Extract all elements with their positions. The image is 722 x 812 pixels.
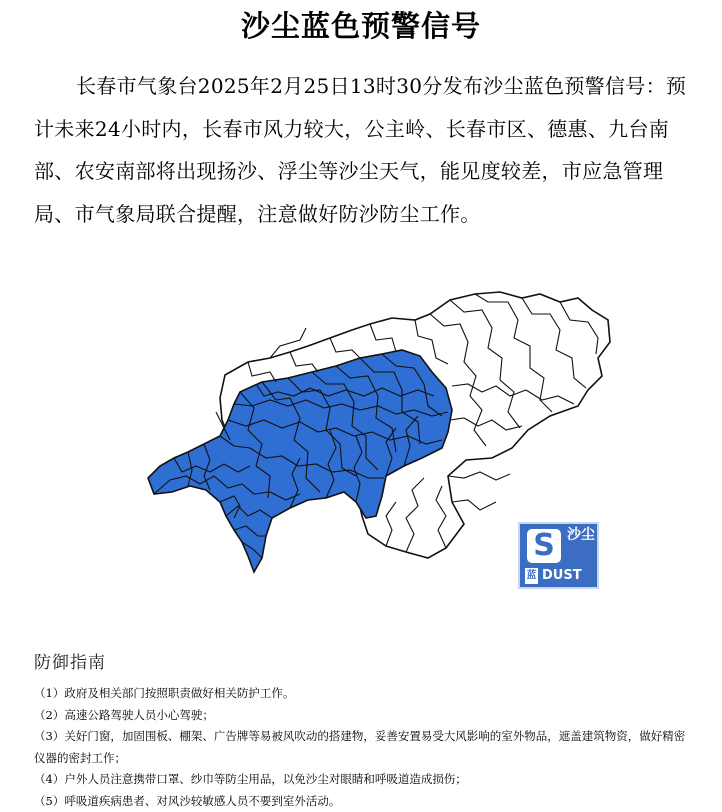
guide-item: （1）政府及相关部门按照职责做好相关防护工作。 [34,683,694,705]
badge-label-en: DUST [542,567,582,585]
guide-heading: 防御指南 [34,648,106,673]
page-title: 沙尘蓝色预警信号 [0,6,722,46]
guide-list [34,683,694,812]
guide-item: （2）高速公路驾驶人员小心驾驶； [34,705,694,727]
badge-level: 蓝 [525,568,538,584]
badge-label-cn: 沙尘 [566,526,596,544]
warning-intro-paragraph: 长春市气象台2025年2月25日13时30分发布沙尘蓝色预警信号：预计未来24小时内，长春市风力较大，公主岭、长春市区、德惠、九台南部、农安南部将出现扬沙、浮尘等沙尘天气，能见度较差，市应急管理局、市气象局联合提醒，注意做好防沙防尘工作。 [34,65,694,235]
guide-item: （5）呼吸道疾病患者、对风沙较敏感人员不要到室外活动。 [34,791,694,812]
dust-blue-warning-badge [518,522,599,589]
badge-letter: S [527,529,561,563]
guide-item: （3）关好门窗，加固围板、棚架、广告牌等易被风吹动的搭建物，妥善安置易受大风影响的室外物品，遮盖建筑物资，做好精密仪器的密封工作； [34,726,694,769]
guide-item: （4）户外人员注意携带口罩、纱巾等防尘用品，以免沙尘对眼睛和呼吸道造成损伤； [34,769,694,791]
